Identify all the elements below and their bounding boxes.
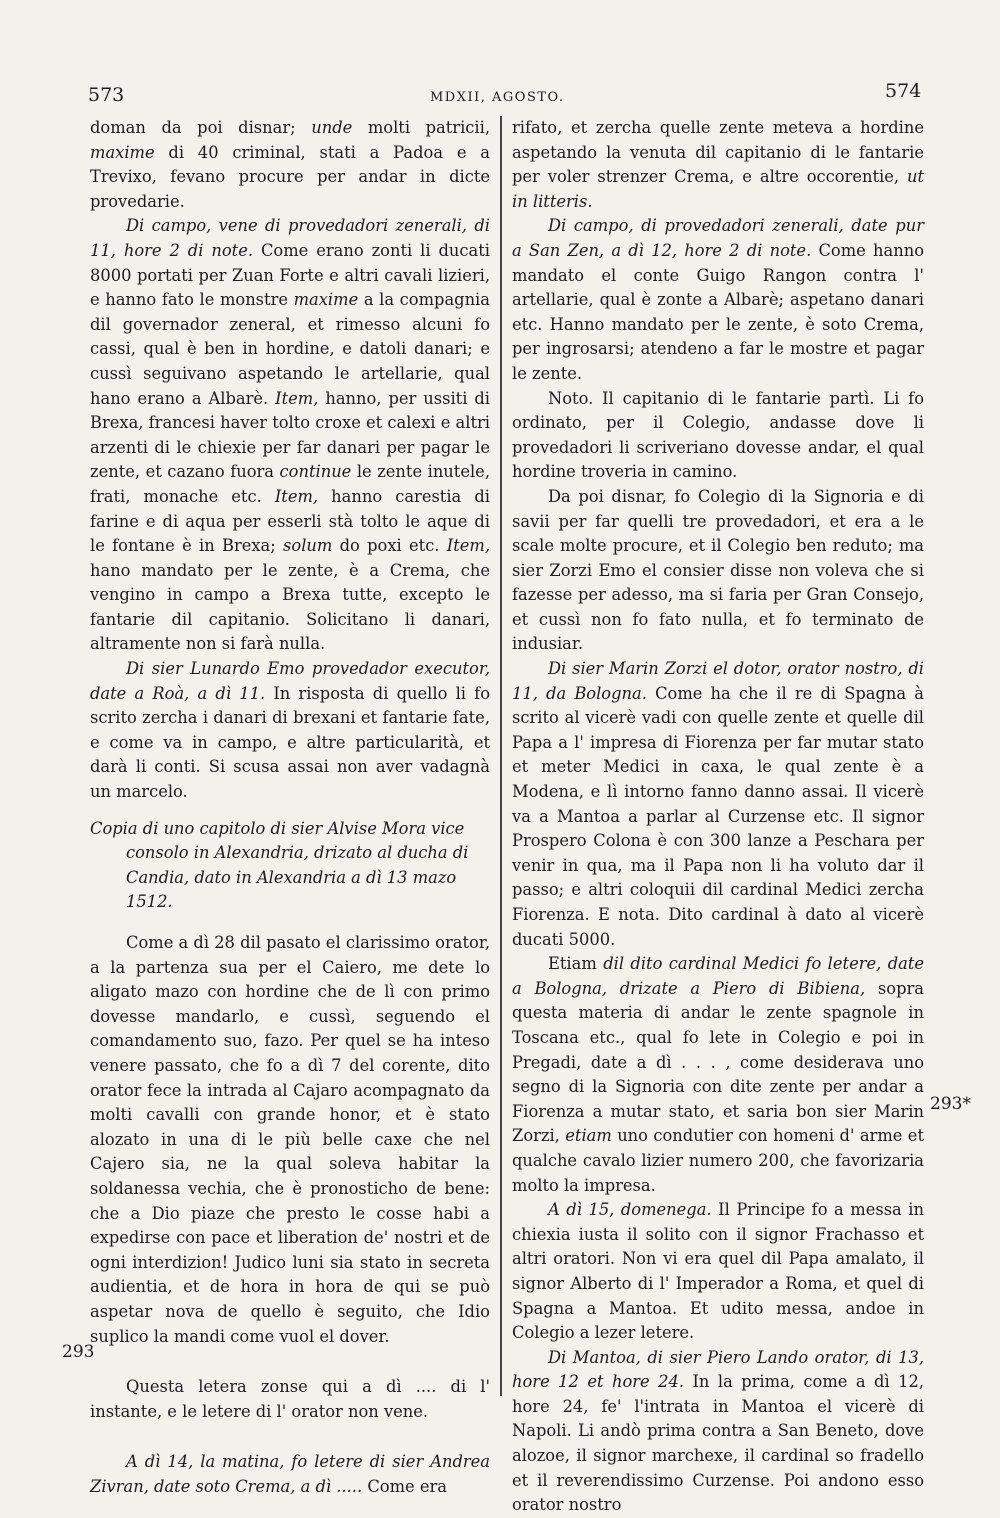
- margin-folio-note-right: 293*: [930, 1094, 971, 1114]
- paragraph: Questa letera zonse qui a dì .... di l' instante, e le letere di l' orator non vene.: [90, 1377, 490, 1421]
- paragraph: Di sier Marin Zorzi el dotor, orator nostro, di 11, da Bologna. Come ha che il re di Spagna à scrito al vicerè vadi con quelle zente et quelle dil Papa a l' impresa di Fiorenza per far mutar stato et meter Medici in caxa, le qual zente è a Modena, e lì intorno fanno danno assai. Il vicerè va a Mantoa a parlar al Curzense etc. Il signor Prospero Colona è con 300 lanze a Peschara per venir in qua, ma il Papa non li ha voluto dar il passo; e altri coloquii dil cardinal Medici zercha Fiorenza. E nota. Dito cardinal à dato al vicerè ducati 5000.: [512, 659, 924, 949]
- paragraph: A dì 15, domenega. Il Principe fo a messa in chiexia iusta il solito con il signor Frachasso et altri oratori. Non vi era quel dil Papa amalato, il signor Alberto di l' Imperador a Roma, et quel di Spagna a Mantoa. Et udito messa, andoe in Colegio a lezer letere.: [512, 1200, 924, 1343]
- right-page-number: 574: [885, 80, 922, 102]
- left-column: [90, 116, 490, 1499]
- page-header: [0, 80, 1000, 110]
- paragraph: rifato, et zercha quelle zente meteva a hordine aspetando la venuta dil capitanio di le fantarie per voler strenzer Crema, e altre occorentie, ut in litteris.: [512, 118, 924, 211]
- paragraph: Da poi disnar, fo Colegio di la Signoria e di savii per far quelli tre provedadori, et era a le scale molte procure, et il Colegio ben reduto; ma sier Zorzi Emo el consier disse non voleva che si fazesse per adesso, ma si faria per Gran Consejo, et cussì non fo fato nulla, et fo terminato de indusiar.: [512, 486, 924, 654]
- paragraph: A dì 14, la matina, fo letere di sier Andrea Zivran, date soto Crema, a dì ..... Come era: [90, 1452, 490, 1496]
- paragraph: Di campo, di provedadori zenerali, date pur a San Zen, a dì 12, hore 2 di note. Come hanno mandato el conte Guigo Rangon contra l' artellarie, qual è zonte a Albarè; aspetano danari etc. Hanno mandato per le zente, è soto Crema, per ingrosarsi; atendeno a far le mostre et pagar le zente.: [512, 216, 924, 383]
- left-page-number: 573: [88, 84, 125, 106]
- section-caption: Copia di uno capitolo di sier Alvise Mora vice consolo in Alexandria, drizato al ducha di Candia, dato in Alexandria a dì 13 mazo 1512.: [90, 818, 469, 912]
- right-column: [512, 116, 924, 1518]
- paragraph: Di Mantoa, di sier Piero Lando orator, di 13, hore 12 et hore 24. In la prima, come a dì 12, hore 24, fe' l'intrata in Mantoa el vicerè di Napoli. Li andò prima contra a San Beneto, dove alozoe, il signor marchexe, il cardinal so fradello et il reverendissimo Curzense. Poi andono esso orator nostro: [512, 1347, 925, 1515]
- paragraph: Come a dì 28 dil pasato el clarissimo orator, a la partenza sua per el Caiero, me dete lo aligato mazo con hordine che de lì con primo dovesse mandarlo, e cussì, seguendo el comandamento suo, fazo. Per quel se ha inteso venere passato, che fo a dì 7 del corente, dito orator fece la intrada al Cajaro acompagnato da molti cavalli con grande honor, et è stato alozato in una di le più belle caxe che nel Cajero sia, ne la qual soleva habitar la soldanessa vechia, che è pronosticho de bene: che a Dio piaze che presto le cosse habi a expedirse con pace et liberation de' nostri et de ogni interdizion! Judico luni sia stato in secreta audientia, et de hora in hora de qui se può aspetar nova de quello è seguito, che Idio suplico la mandi come vuol el dover.: [90, 933, 490, 1346]
- paragraph: Etiam dil dito cardinal Medici fo letere, date a Bologna, drizate a Piero di Bibiena, sopra questa materia di andar le zente spagnole in Toscana etc., qual fo lete in Colegio e poi in Pregadi, date a dì . . . , come desiderava uno segno di la Signoria con dite zente per andar a Fiorenza a mutar stato, et saria bon sier Marin Zorzi, etiam uno condutier con homeni d' arme et qualche cavalo lizier numero 200, che favorizaria molto la impresa.: [512, 954, 924, 1195]
- paragraph: Di sier Lunardo Emo provedador executor, date a Roà, a dì 11. In risposta di quello li fo scrito zercha i danari di brexani et fantarie fate, e come va in campo, e altre particularità, et darà li conti. Si scusa assai non aver vadagnà un marcelo.: [90, 659, 491, 802]
- paragraph: Di campo, vene di provedadori zenerali, di 11, hore 2 di note. Come erano zonti li ducati 8000 portati per Zuan Forte e altri cavali lizieri, e hanno fato le monstre maxime a la compagnia dil governador zeneral, et rimesso alcuni fo cassi, qual è ben in hordine, e datoli danari; e cussì seguivano aspetando le artellarie, qual hano erano a Albarè. Item, hanno, per ussiti di Brexa, francesi haver tolto croxe et calexi e altri arzenti di le chiexie per far danari per pagar le zente, et cazano fuora continue le zente inutele, frati, monache etc. Item, hanno carestia di farine e di aqua per esserli stà tolto le aque di le fontane è in Brexa; solum do poxi etc. Item, hano mandato per le zente, è a Crema, che vengino in campo a Brexa tutte, excepto le fantarie dil capitanio. Solicitano li danari, altramente non si farà nulla.: [90, 216, 490, 654]
- running-head: MDXII, AGOSTO.: [430, 90, 565, 105]
- paragraph: Noto. Il capitanio di le fantarie partì. Li fo ordinato, per il Colegio, andasse dove li provedadori li scriveriano dovesse andar, el qual hordine troveria in camino.: [512, 388, 924, 482]
- paragraph: doman da poi disnar; unde molti patricii, maxime di 40 criminal, stati a Padoa e a Trevixo, fevano procure per andar in dicte provedarie.: [90, 118, 490, 211]
- margin-folio-note-left: 293: [62, 1342, 95, 1362]
- column-divider: [500, 116, 502, 1396]
